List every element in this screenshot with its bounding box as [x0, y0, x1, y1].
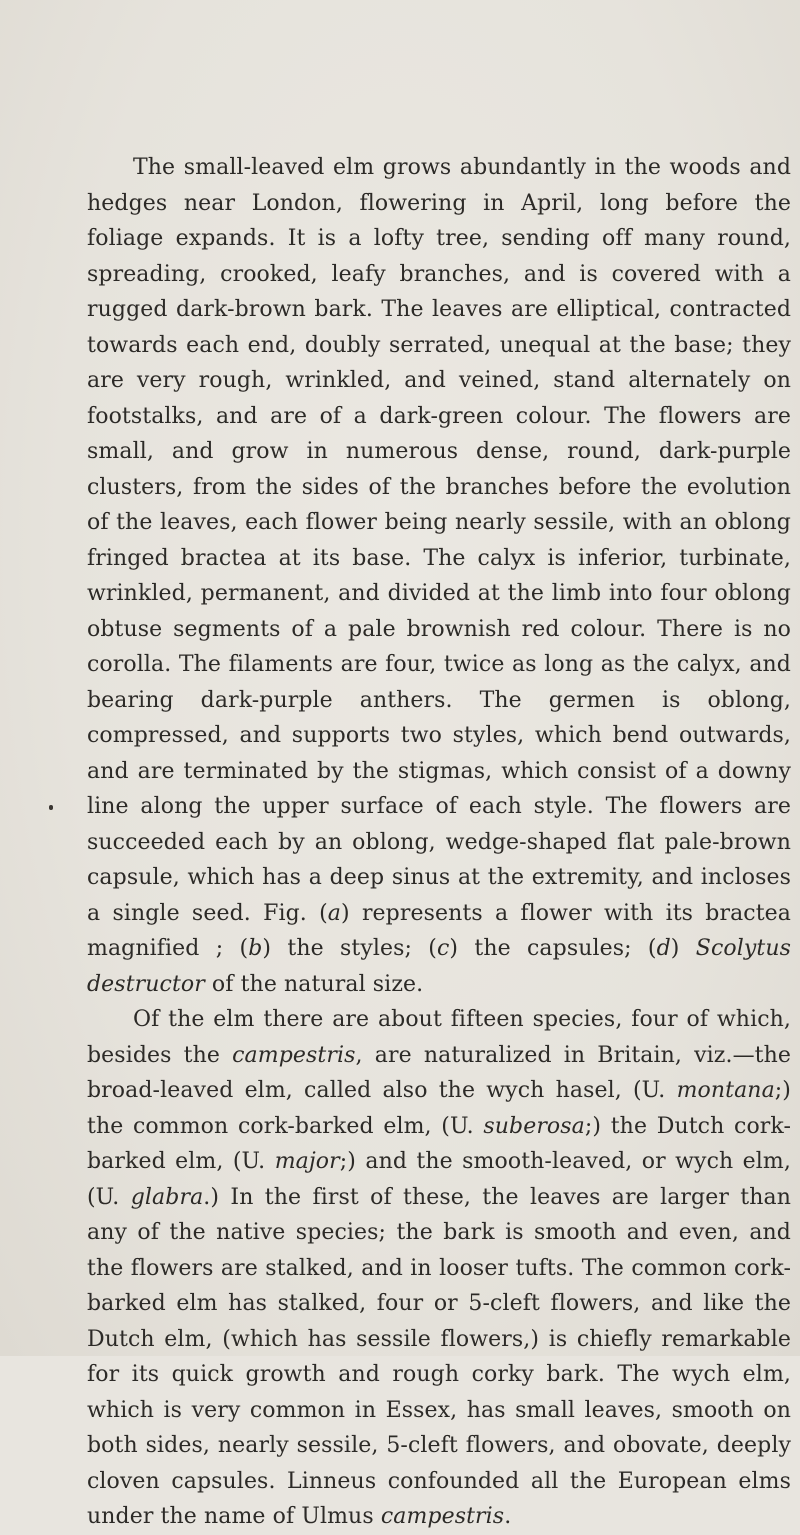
paragraph-text: ;) and the smooth-leaved, or wych elm, (U.	[87, 1149, 791, 1210]
fig-label-d: d	[656, 936, 671, 961]
paragraph-text: ;) the Dutch cork-barked elm, (U.	[87, 1113, 791, 1174]
paragraph-text: ) represents a flower with its bractea magnified ; (	[87, 900, 791, 961]
paragraph-text: ) the capsules; (	[449, 936, 657, 961]
fig-label-a: a	[327, 900, 342, 926]
species-name-campestris: campestris	[380, 1504, 505, 1529]
ink-speck	[49, 805, 53, 810]
paragraph-text: Of the elm there are about fifteen species, four of which, besides the	[87, 1007, 791, 1068]
paragraph-text: )	[670, 936, 696, 961]
species-name-major: major	[274, 1149, 340, 1174]
species-name-montana: montana	[676, 1078, 775, 1103]
paragraph-text: of the natural size.	[204, 971, 424, 997]
species-name-campestris: campestris	[232, 1042, 356, 1068]
fig-label-c: c	[436, 936, 450, 961]
paragraph-text: ) the styles; (	[262, 936, 437, 961]
paragraph-text: .) In the first of these, the leaves are larger than any of the native species; the bark is smooth and even, and the flowers are stalked, and in looser tufts. The common cork-barked elm has stalked, four or 5-cleft flowers, and like the Dutch elm, (which has sessile flowers,) is chiefly remarkable for its quick growth and rough corky bark. The wych elm, which is very common in Essex, has small leaves, smooth on both sides, nearly sessile, 5-cleft flowers, and obovate, deeply cloven capsules. Linneus confounded all the European elms under the name of Ulmus	[87, 1184, 791, 1529]
paragraph-elm-description	[87, 150, 791, 1002]
fig-label-b: b	[248, 936, 263, 961]
paragraph-text: ;) the common cork-barked elm, (U.	[87, 1078, 791, 1139]
species-name-glabra: glabra	[130, 1184, 204, 1210]
paragraph-text: The small-leaved elm grows abundantly in the woods and hedges near London, flowering in April, long before the foliage expands. It is a lofty tree, sending off many round, spreading, crooked, leafy branches, and is covered with a rugged dark-brown bark. The leaves are elliptical, contracted towards each end, doubly serrated, unequal at the base; they are very rough, wrinkled, and veined, stand alternately on footstalks, and are of a dark-green colour. The flowers are small, and grow in numerous dense, round, dark-purple clusters, from the sides of the branches before the evolution of the leaves, each flower being nearly sessile, with an oblong fringed bractea at its base. The calyx is inferior, turbinate, wrinkled, permanent, and divided at the limb into four oblong obtuse segments of a pale brownish red colour. There is no corolla. The filaments are four, twice as long as the calyx, and bearing dark-purple anthers. The germen is oblong, compressed, and supports two styles, which bend outwards, and are terminated by the stigmas, which consist of a downy line along the upper surface of each style. The flowers are succeeded each by an oblong, wedge-shaped flat pale-brown capsule, which has a deep sinus at the extremity, and incloses a single seed. Fig. (	[87, 155, 791, 926]
body-text	[87, 150, 791, 1535]
species-name-suberosa: suberosa	[483, 1113, 585, 1139]
paragraph-elm-species	[87, 1002, 791, 1535]
species-name-scolytus: Scolytus destructor	[87, 936, 791, 997]
paragraph-text: .	[504, 1504, 512, 1529]
paragraph-text: , are naturalized in Britain, viz.—the broad-leaved elm, called also the wych hasel, (U.	[87, 1042, 792, 1103]
